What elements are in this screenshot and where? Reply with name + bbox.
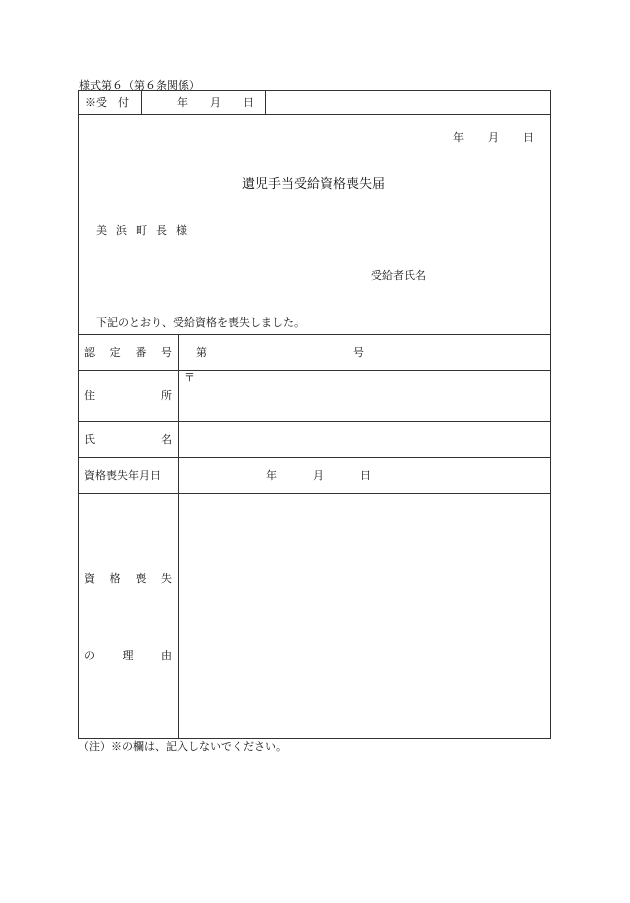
reason-field[interactable] [184,498,544,734]
row-divider-2 [78,421,551,422]
statement: 下記のとおり、受給資格を喪失しました。 [96,316,305,329]
loss-date-month[interactable]: 月 [313,469,324,482]
row-divider-3 [78,457,551,458]
reception-divider-1 [141,90,142,114]
reception-divider-2 [265,90,266,114]
footnote: （注）※の欄は、記入しないでください。 [78,740,287,753]
cert-no-field[interactable] [212,338,347,366]
reason-label-char-7: 由 [161,649,172,662]
reason-label-char-6: 理 [122,649,134,662]
name-label-char-2: 名 [161,433,172,446]
row-divider-4 [78,493,551,494]
address-label-char-2: 所 [161,389,172,402]
name-field[interactable] [184,425,544,453]
cert-no-label-char-4: 号 [160,346,172,359]
reception-date[interactable]: 年 月 日 [177,96,254,109]
date-month[interactable]: 月 [488,131,499,144]
date-year[interactable]: 年 [453,131,464,144]
reason-label-char-1: 資 [84,572,95,585]
applicant-name-label: 受給者氏名 [371,269,426,282]
reception-row-divider [78,114,551,115]
loss-date-day[interactable]: 日 [360,469,371,482]
reason-label-line2 [84,650,172,661]
name-label [84,434,172,445]
addressee: 美浜町長様 [96,224,196,237]
cert-no-label-char-2: 定 [109,346,121,359]
address-label-char-1: 住 [84,389,95,402]
row-divider-1 [78,370,551,371]
document-title: 遺児手当受給資格喪失届 [242,177,386,192]
postal-mark: 〒 [184,371,195,384]
address-label [84,390,172,401]
reception-mark: ※受 付 [85,96,129,109]
cert-no-suffix: 号 [353,346,364,359]
table-top-line [78,334,551,335]
reason-label-char-5: の [84,649,95,662]
date-day[interactable]: 日 [523,131,534,144]
loss-date-label: 資格喪失年月日 [84,469,161,482]
reason-label-char-2: 格 [109,572,121,585]
cert-no-label-char-3: 番 [135,346,147,359]
form-label: 様式第６（第６条関係） [79,79,200,92]
reason-label-line1 [84,573,172,584]
cert-no-label-char-1: 認 [84,346,95,359]
cert-no-label [84,347,172,358]
reason-label-char-4: 失 [160,572,172,585]
reason-label-char-3: 喪 [135,572,147,585]
address-field[interactable] [200,374,545,416]
label-column-divider [178,334,179,739]
cert-no-prefix: 第 [196,346,207,359]
loss-date-year[interactable]: 年 [266,469,277,482]
name-label-char-1: 氏 [84,433,95,446]
